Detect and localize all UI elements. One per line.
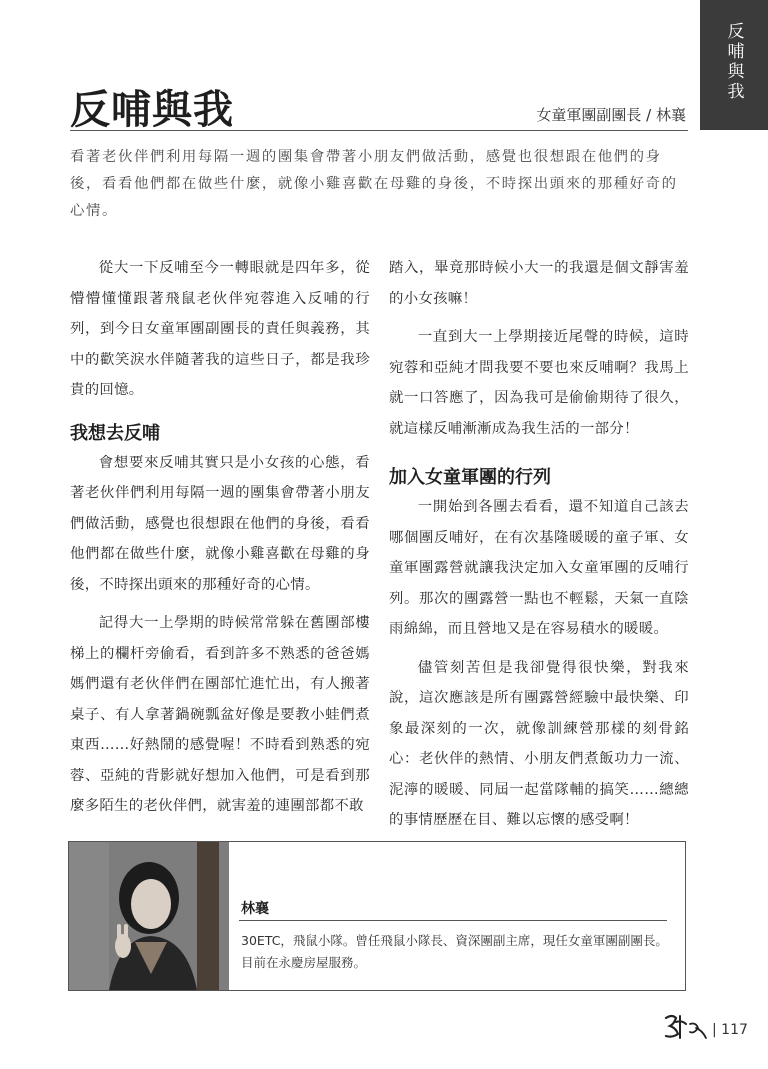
author-bio-box bbox=[68, 841, 686, 991]
page-number: | 117 bbox=[712, 1022, 748, 1038]
author-photo bbox=[69, 842, 229, 990]
body-paragraph: 一開始到各團去看看，還不知道自己該去哪個團反哺好，在有次基隆暖暖的童子軍、女童軍團露營就讓我決定加入女童軍團的反哺行列。那次的團露營一點也不輕鬆，天氣一直陰雨綿綿，而且營地又是在容易積水的暖暖。 bbox=[389, 499, 689, 637]
body-paragraph: 儘管刻苦但是我卻覺得很快樂，對我來說，這次應該是所有團露營經驗中最快樂、印象最深刻的一次，就像訓練營那樣的刻骨銘心：老伙伴的熱情、小朋友們煮飯功力一流、泥濘的暖暖、同屆一起當隊輔的搞笑……總總的事情歷歷在目、難以忘懷的感受啊！ bbox=[389, 659, 689, 828]
body-paragraph: 從大一下反哺至今一轉眼就是四年多，從懵懵懂懂跟著飛鼠老伙伴宛蓉進入反哺的行列，到今日女童軍團副團長的責任與義務，其中的歡笑淚水伴隨著我的這些日子，都是我珍貴的回憶。 bbox=[70, 260, 370, 398]
bio-text: 30ETC，飛鼠小隊。曾任飛鼠小隊長、資深團副主席，現任女童軍團副團長。目前在永慶房屋服務。 bbox=[241, 933, 668, 970]
body-paragraph: 記得大一上學期的時候常常躲在舊團部樓梯上的欄杆旁偷看，看到許多不熟悉的爸爸媽媽們還有老伙伴們在團部忙進忙出，有人搬著桌子、有人拿著鍋碗瓢盆好像是要教小蛙們煮東西……好熱鬧的感覺喔！不時看到熟悉的宛蓉、亞純的背影就好想加入他們，可是看到那麼多陌生的老伙伴們，就害羞的連團部都不敢 bbox=[70, 615, 370, 814]
section-tab bbox=[700, 0, 768, 130]
title-divider bbox=[70, 130, 688, 131]
calligraphy-logo-icon bbox=[662, 1012, 710, 1042]
author-byline: 女童軍團副團長 / 林襄 bbox=[536, 106, 686, 124]
right-column bbox=[389, 253, 689, 844]
body-paragraph: 踏入，畢竟那時候小大一的我還是個文靜害羞的小女孩嘛！ bbox=[389, 260, 689, 307]
author-photo-image bbox=[69, 842, 229, 990]
section-heading: 我想去反哺 bbox=[70, 422, 160, 444]
body-paragraph: 一直到大一上學期接近尾聲的時候，這時宛蓉和亞純才問我要不要也來反哺啊？我馬上就一口答應了，因為我可是偷偷期待了很久，就這樣反哺漸漸成為我生活的一部分！ bbox=[389, 329, 689, 437]
left-column bbox=[70, 253, 370, 830]
section-tab-label: 反哺與我 bbox=[723, 22, 744, 102]
bio-name: 林襄 bbox=[241, 901, 269, 917]
section-heading: 加入女童軍團的行列 bbox=[389, 467, 551, 488]
bio-divider bbox=[239, 920, 667, 921]
intro-paragraph: 看著老伙伴們利用每隔一週的團集會帶著小朋友們做活動，感覺也很想跟在他們的身後，看看他們都在做些什麼，就像小雞喜歡在母雞的身後，不時探出頭來的那種好奇的心情。 bbox=[70, 149, 678, 219]
page-title: 反哺與我 bbox=[70, 86, 234, 133]
body-paragraph: 會想要來反哺其實只是小女孩的心態，看著老伙伴們利用每隔一週的團集會帶著小朋友們做活動，感覺也很想跟在他們的身後，看看他們都在做些什麼，就像小雞喜歡在母雞的身後，不時探出頭來的那種好奇的心情。 bbox=[70, 454, 370, 593]
